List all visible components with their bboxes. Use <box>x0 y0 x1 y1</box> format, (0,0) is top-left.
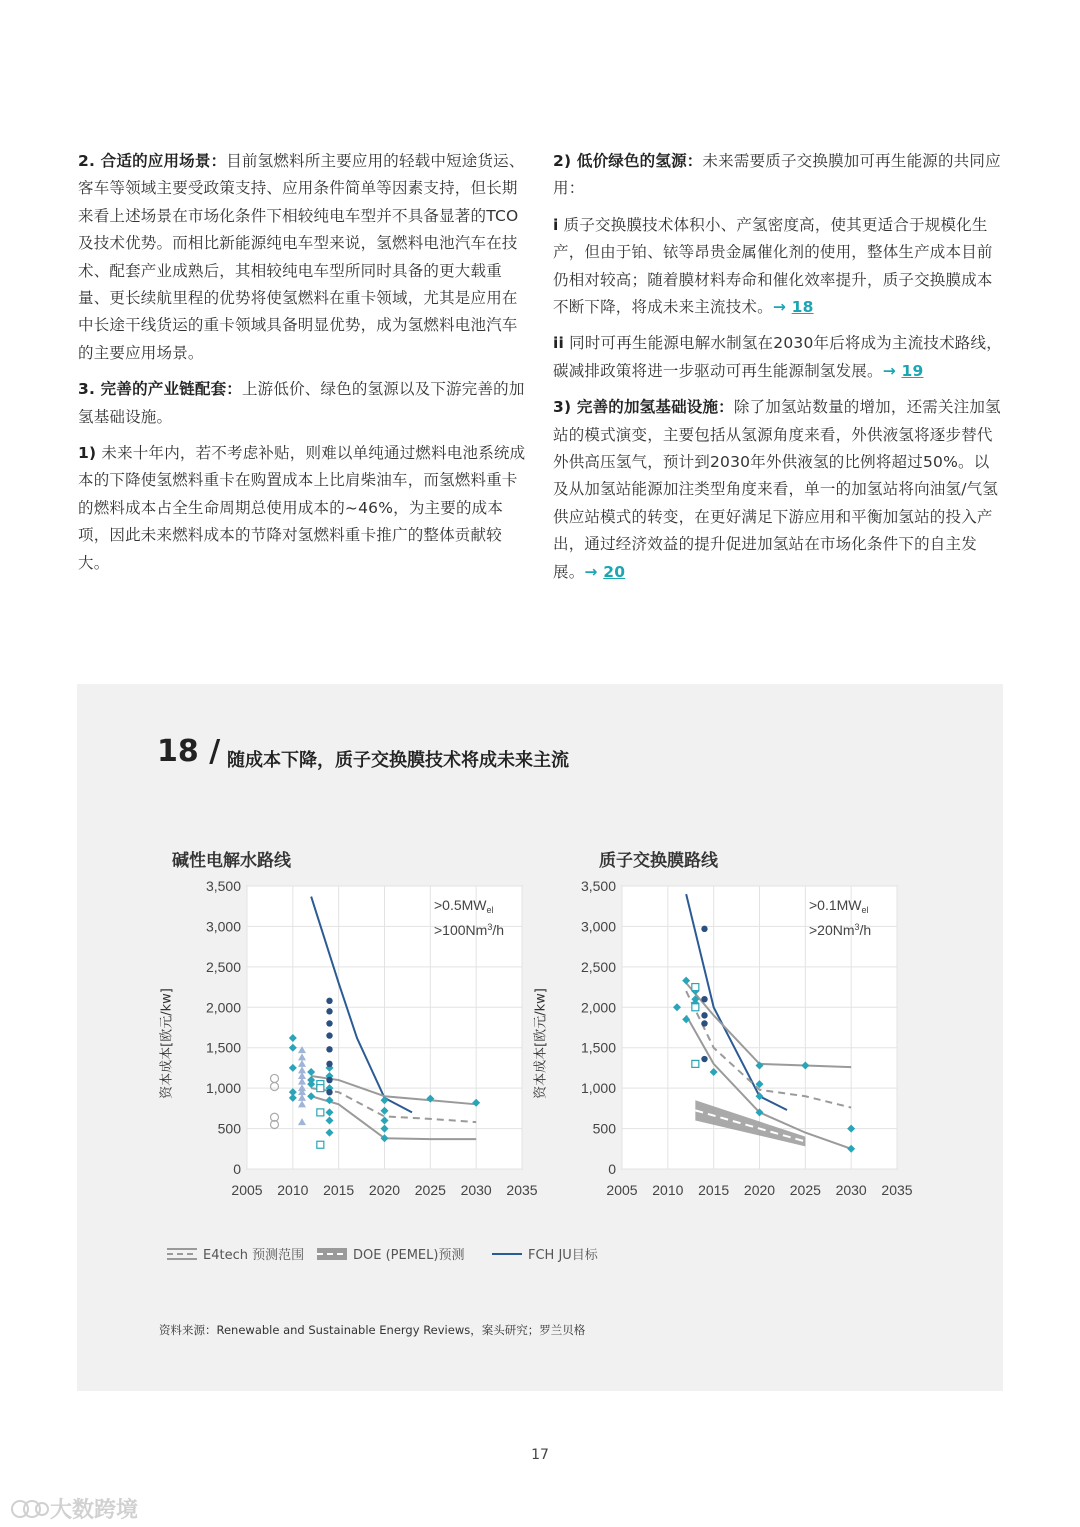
x-tick-label: 2005 <box>231 1182 263 1198</box>
figure-link-19[interactable]: → 19 <box>882 361 924 380</box>
figure-panel <box>77 684 1003 1391</box>
data-point-dot <box>326 998 332 1004</box>
x-tick-label: 2030 <box>835 1182 867 1198</box>
x-tick-label: 2020 <box>368 1182 401 1198</box>
paragraph-pem: i 质子交换膜技术体积小、产氢密度高，使其更适合于规模化生产，但由于铂、铱等昂贵金属催化剂的使用，整体生产成本目前仍相对较高；随着膜材料寿命和催化效率提升，质子交换膜成本不断下降，将成未来主流技术。→ 18 <box>553 215 993 317</box>
watermark-logo-icon <box>10 1497 50 1521</box>
paragraph-fuel-cost: 1) 未来十年内，若不考虑补贴，则难以单纯通过燃料电池系统成本的下降使氢燃料重卡在购置成本上比肩柴油车，而氢燃料重卡的燃料成本占全生命周期总使用成本的~46%，为主要的成本项，因此未来燃料成本的节降对氢燃料重卡推广的整体贡献较大。 <box>78 444 526 572</box>
data-point-square <box>692 1060 699 1067</box>
figure-link-18[interactable]: → 18 <box>772 298 814 317</box>
data-point-square <box>317 1085 324 1092</box>
spec-annotation-power: $>0.1MW_{el}$ <box>809 897 869 915</box>
ylabel-alkaline: 资本成本[欧元/kw] <box>159 988 175 1099</box>
y-tick-label: 2,500 <box>580 958 616 975</box>
chart-pem <box>552 874 922 1214</box>
spec-annotation-power: $>0.5MW_{el}$ <box>434 897 494 915</box>
ylabel-pem: 资本成本[欧元/kw] <box>533 988 549 1099</box>
paragraph-application-scenarios: 2. 合适的应用场景：目前氢燃料所主要应用的轻载中短途货运、客车等领域主要受政策支持、应用条件简单等因素支持，但长期来看上述场景在市场化条件下相较纯电车型并不具备显著的TCO及技术优势。而相比新能源纯电车型来说，氢燃料电池汽车在技术、配套产业成熟后，其相较纯电车型所同时具备的更大载重量、更长续航里程的优势将使氢燃料在重卡领域，尤其是应用在中长途干线货运的重卡领域具备明显优势，成为氢燃料电池汽车的主要应用场景。 <box>78 152 525 362</box>
x-tick-label: 2015 <box>323 1182 355 1198</box>
x-tick-label: 2015 <box>698 1182 730 1198</box>
paragraph-infrastructure: 3) 完善的加氢基础设施：除了加氢站数量的增加，还需关注加氢站的模式演变，主要包括从氢源角度来看，外供液氢将逐步替代外供高压氢气，预计到2030年外供液氢的比例将超过50%。以及从加氢站能源加注类型角度来看，单一的加氢站将向油氢/气氢供应站模式的转变，在更好满足下游应用和平衡加氢站的投入产出，通过经济效益的提升促进加氢站在市场化条件下的自主发展。→ 20 <box>553 398 1001 581</box>
data-point-dot <box>701 996 707 1002</box>
y-tick-label: 2,500 <box>205 958 241 975</box>
figure-link-20[interactable]: → 20 <box>584 562 626 581</box>
y-tick-label: 3,000 <box>205 918 241 935</box>
x-tick-label: 2010 <box>277 1182 309 1198</box>
data-point-square <box>317 1141 324 1148</box>
data-point-dot <box>326 1020 332 1026</box>
data-point-dot <box>701 1012 707 1018</box>
paragraph-renewable: ii 同时可再生能源电解水制氢在2030年后将成为主流技术路线，碳减排政策将进一步驱动可再生能源制氢发展。→ 19 <box>553 334 1002 380</box>
y-tick-label: 1,000 <box>205 1080 241 1097</box>
data-point-dot <box>701 1020 707 1026</box>
legend-item-e4tech: E4tech 预测范围 <box>167 1244 304 1263</box>
watermark: 大数跨境 <box>10 1493 138 1524</box>
x-tick-label: 2025 <box>414 1182 446 1198</box>
blue-line-icon <box>492 1246 522 1262</box>
data-point-square <box>317 1109 324 1116</box>
x-tick-label: 2035 <box>506 1182 538 1198</box>
y-tick-label: 1,500 <box>205 1039 241 1056</box>
x-tick-label: 2035 <box>881 1182 913 1198</box>
paragraph-industry-chain: 3. 完善的产业链配套：上游低价、绿色的氢源以及下游完善的加氢基础设施。 <box>78 380 525 426</box>
data-point-square <box>692 984 699 991</box>
x-tick-label: 2020 <box>743 1182 776 1198</box>
data-point-dot <box>326 1046 332 1052</box>
y-tick-label: 1,500 <box>580 1039 616 1056</box>
paragraph-green-hydrogen: 2) 低价绿色的氢源：未来需要质子交换膜加可再生能源的共同应用： <box>553 152 1001 198</box>
legend-item-doe: DOE (PEMEL)预测 <box>317 1244 464 1263</box>
figure-number: 18 / <box>157 734 221 769</box>
y-tick-label: 1,000 <box>580 1080 616 1097</box>
chart-alkaline <box>177 874 547 1214</box>
data-point-dot <box>326 1008 332 1014</box>
y-tick-label: 3,500 <box>580 878 616 894</box>
y-tick-label: 0 <box>608 1161 616 1177</box>
dashed-range-icon <box>167 1246 197 1262</box>
x-tick-label: 2030 <box>460 1182 492 1198</box>
legend-item-fch: FCH JU目标 <box>492 1244 598 1263</box>
page-number: 17 <box>531 1447 549 1463</box>
y-tick-label: 3,500 <box>205 878 241 894</box>
chart-title-pem: 质子交换膜路线 <box>599 851 718 871</box>
right-column <box>553 148 1003 595</box>
data-point-dot <box>326 1089 332 1095</box>
source-note: 资料来源：Renewable and Sustainable Energy Reviews，案头研究；罗兰贝格 <box>159 1323 586 1337</box>
figure-title: 随成本下降，质子交换膜技术将成未来主流 <box>227 750 569 771</box>
x-tick-label: 2005 <box>606 1182 638 1198</box>
data-point-dot <box>326 1077 332 1083</box>
y-tick-label: 2,000 <box>580 999 616 1016</box>
data-point-dot <box>326 1061 332 1067</box>
spec-annotation-flow: $>100Nm^3/h$ <box>434 922 505 938</box>
data-point-square <box>692 1004 699 1011</box>
y-tick-label: 3,000 <box>580 918 616 935</box>
spec-annotation-flow: $>20Nm^3/h$ <box>809 922 872 938</box>
x-tick-label: 2025 <box>789 1182 821 1198</box>
data-point-dot <box>701 926 707 932</box>
y-tick-label: 0 <box>233 1161 241 1177</box>
x-tick-label: 2010 <box>652 1182 684 1198</box>
left-column <box>78 148 528 586</box>
y-tick-label: 500 <box>217 1120 241 1137</box>
y-tick-label: 2,000 <box>205 999 241 1016</box>
grey-band-icon <box>317 1246 347 1262</box>
chart-title-alkaline: 碱性电解水路线 <box>172 851 291 871</box>
y-tick-label: 500 <box>592 1120 616 1137</box>
data-point-dot <box>326 1032 332 1038</box>
data-point-dot <box>701 1056 707 1062</box>
